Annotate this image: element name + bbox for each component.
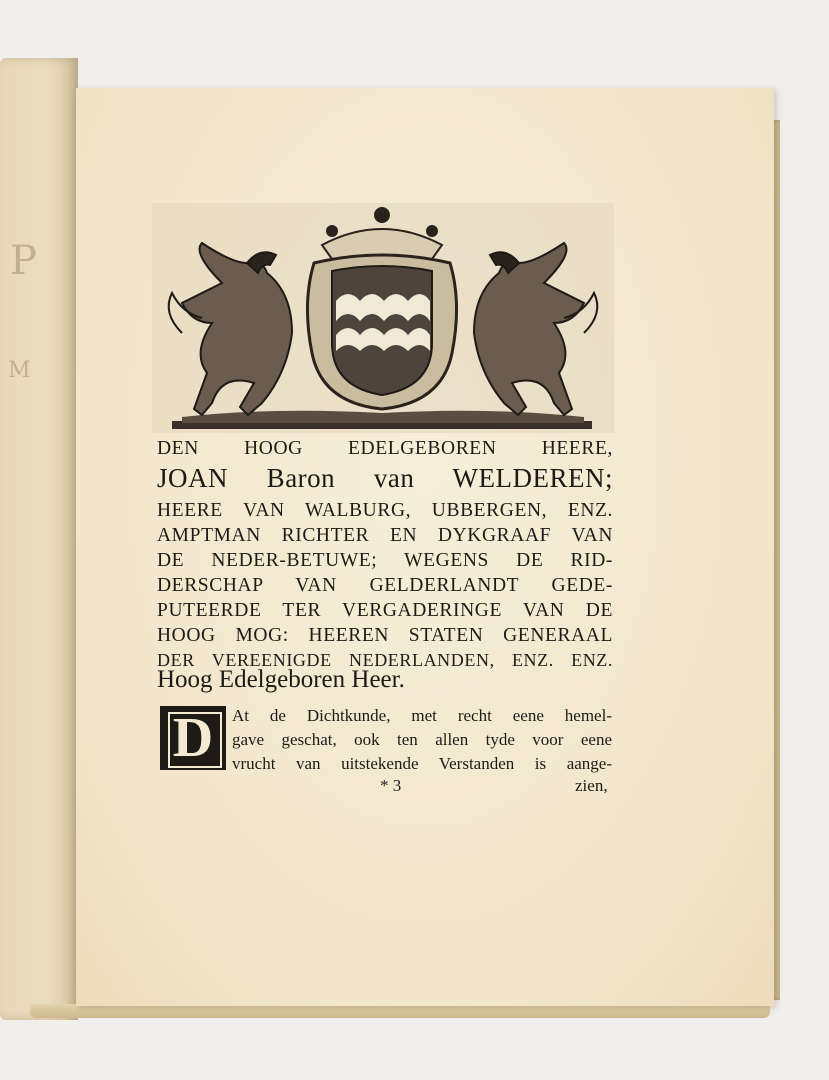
dedication-line-4: AMPTMAN RICHTER EN DYKGRAAF VAN <box>157 525 613 546</box>
drop-cap: D <box>160 706 226 770</box>
dedication-line-9: DER VEREENIGDE NEDERLANDEN, ENZ. ENZ. <box>157 650 613 670</box>
catchword: zien, <box>575 776 608 795</box>
book-bottom-edge <box>30 1004 770 1018</box>
left-page-edge <box>0 58 78 1020</box>
signature-mark: * 3 <box>380 776 402 795</box>
body-line-2: gave geschat, ook ten allen tyde voor eene <box>232 730 612 749</box>
salutation: Hoog Edelgeboren Heer. <box>157 666 405 693</box>
dedication-line-1: DEN HOOG EDELGEBOREN HEERE, <box>157 438 613 459</box>
dedication-line-6: DERSCHAP VAN GELDERLANDT GEDE- <box>157 575 613 596</box>
bleed-through-letter: P <box>10 238 37 284</box>
dedication-line-3: HEERE VAN WALBURG, UBBERGEN, ENZ. <box>157 500 613 521</box>
dedication-line-5: DE NEDER-BETUWE; WEGENS DE RID- <box>157 550 613 571</box>
coat-of-arms-engraving <box>152 203 614 433</box>
dedication-line-8: HOOG MOG: HEEREN STATEN GENERAAL <box>157 625 613 646</box>
body-line-3: vrucht van uitstekende Verstanden is aange- <box>232 754 612 773</box>
coat-of-arms-illustration <box>152 203 614 433</box>
dedication-line-7: PUTEERDE TER VERGADERINGE VAN DE <box>157 600 613 621</box>
body-line-1: At de Dichtkunde, met recht eene hemel- <box>232 706 612 725</box>
bleed-through-letter: M <box>8 358 31 383</box>
dedication-title: JOAN Baron van WELDEREN; <box>157 463 613 493</box>
